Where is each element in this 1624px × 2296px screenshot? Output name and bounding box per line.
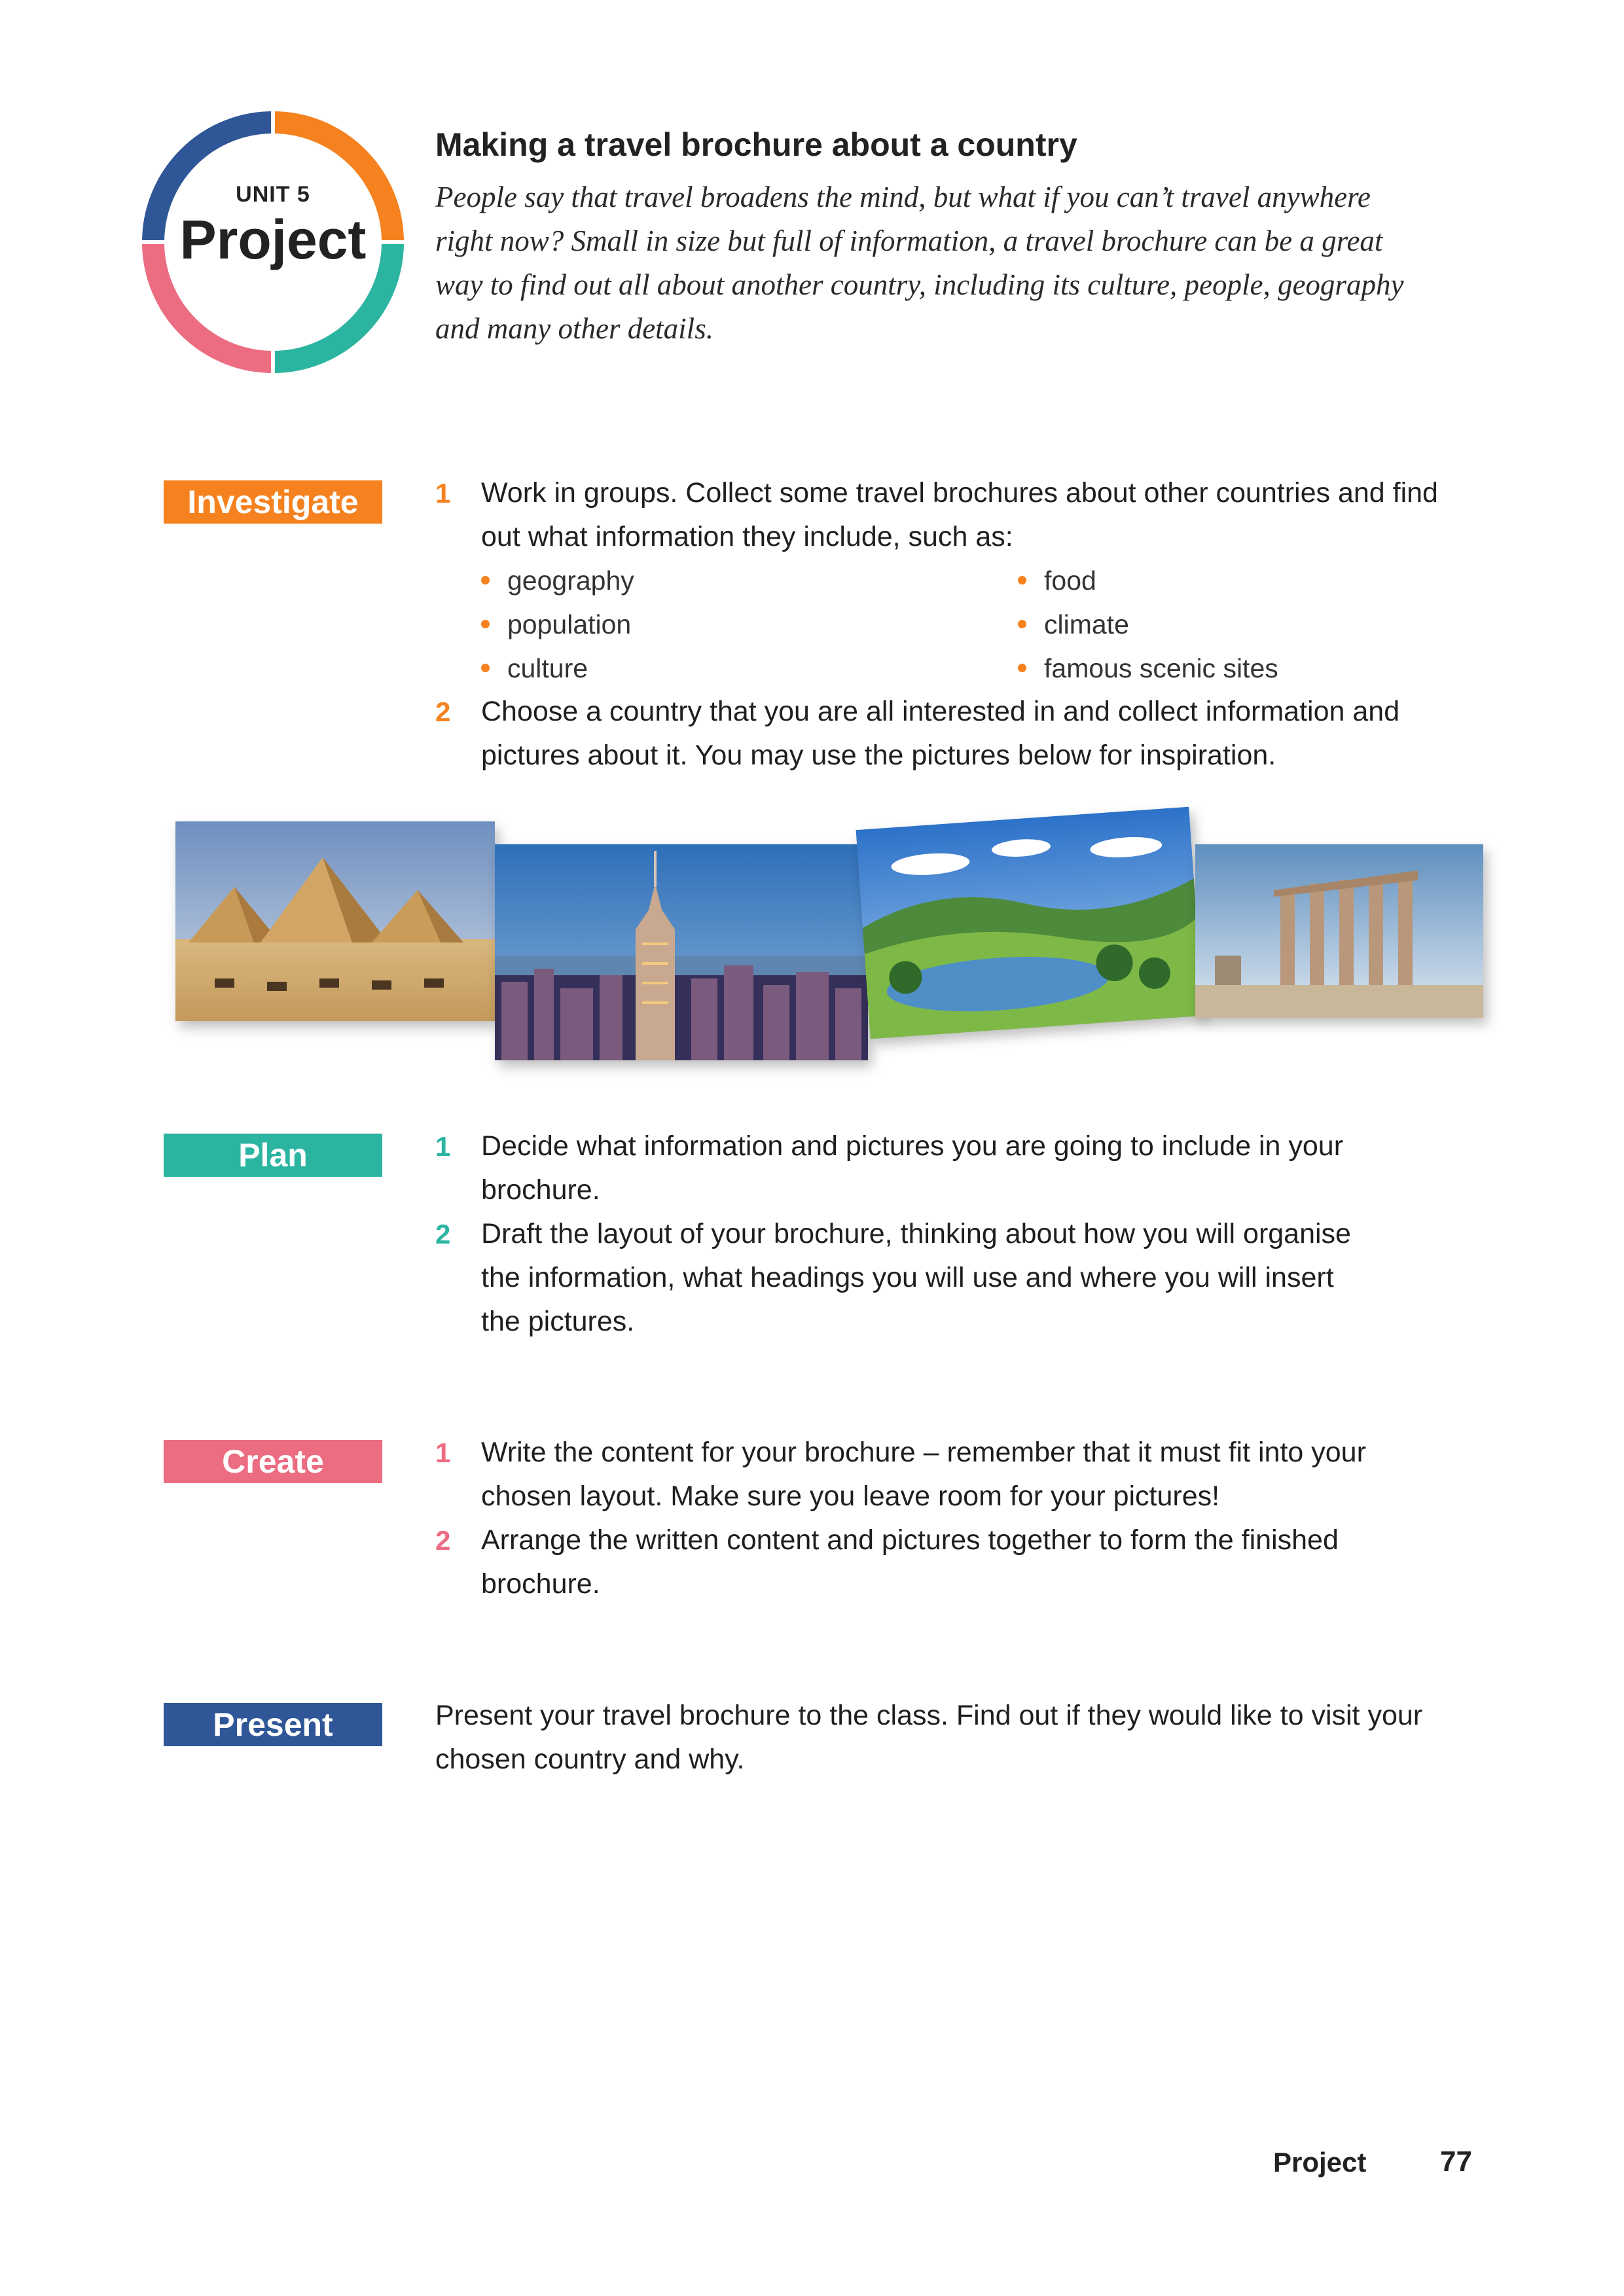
step-text xyxy=(481,1212,1489,1344)
badge-title: Project xyxy=(179,209,367,270)
step-text xyxy=(481,1431,1489,1518)
step-number: 1 xyxy=(435,1437,451,1468)
step-line: Choose a country that you are all interested in and collect information and xyxy=(481,696,1400,727)
list-item: geography xyxy=(481,559,634,603)
step-line: out what information they include, such as: xyxy=(481,521,1013,552)
section-label-present: Present xyxy=(164,1703,382,1746)
city-skyline-photo xyxy=(495,844,868,1060)
lake-landscape-photo xyxy=(856,807,1203,1039)
step-text xyxy=(481,1518,1489,1606)
page-number: 77 xyxy=(1440,2145,1472,2178)
intro-line: People say that travel broadens the mind, but what if you can’t travel anywhere xyxy=(435,181,1371,213)
list-item: climate xyxy=(1018,603,1278,647)
step-line: pictures about it. You may use the pictures below for inspiration. xyxy=(481,740,1276,771)
step-text xyxy=(481,471,1489,559)
greek-ruins-photo xyxy=(1195,844,1483,1018)
section-label-investigate: Investigate xyxy=(164,480,382,524)
step-line: brochure. xyxy=(481,1568,600,1600)
step-number: 2 xyxy=(435,1525,451,1556)
list-item: famous scenic sites xyxy=(1018,647,1278,691)
page-title: Making a travel brochure about a country xyxy=(435,126,1077,163)
footer-section-label: Project xyxy=(1273,2147,1367,2178)
list-item: culture xyxy=(481,647,634,691)
step-line: chosen layout. Make sure you leave room for your pictures! xyxy=(481,1480,1220,1512)
present-line: chosen country and why. xyxy=(435,1744,745,1775)
intro-paragraph xyxy=(435,175,1483,351)
intro-line: and many other details. xyxy=(435,312,713,345)
bullet-list-left xyxy=(481,559,634,691)
list-item: food xyxy=(1018,559,1278,603)
intro-line: right now? Small in size but full of information, a travel brochure can be a great xyxy=(435,224,1383,257)
step-line: brochure. xyxy=(481,1174,600,1206)
step-line: Arrange the written content and pictures together to form the finished xyxy=(481,1524,1339,1556)
present-text xyxy=(435,1694,1483,1782)
step-number: 2 xyxy=(435,696,451,727)
present-line: Present your travel brochure to the class. Find out if they would like to visit your xyxy=(435,1700,1423,1731)
step-line: the information, what headings you will use and where you will insert xyxy=(481,1262,1334,1293)
step-line: Draft the layout of your brochure, thinking about how you will organise xyxy=(481,1218,1351,1249)
step-text xyxy=(481,1124,1489,1212)
intro-line: way to find out all about another country, including its culture, people, geography xyxy=(435,268,1404,301)
unit-number: UNIT 5 xyxy=(236,182,310,207)
step-number: 1 xyxy=(435,478,451,509)
section-label-plan: Plan xyxy=(164,1134,382,1177)
step-text xyxy=(481,690,1489,778)
step-line: Write the content for your brochure – remember that it must fit into your xyxy=(481,1437,1366,1468)
step-line: the pictures. xyxy=(481,1306,635,1337)
bullet-list-right xyxy=(1018,559,1278,691)
step-line: Decide what information and pictures you are going to include in your xyxy=(481,1130,1344,1162)
step-line: Work in groups. Collect some travel brochures about other countries and find xyxy=(481,477,1438,509)
list-item: population xyxy=(481,603,634,647)
pyramids-photo xyxy=(175,821,495,1021)
step-number: 1 xyxy=(435,1131,451,1162)
step-number: 2 xyxy=(435,1219,451,1249)
section-label-create: Create xyxy=(164,1440,382,1483)
